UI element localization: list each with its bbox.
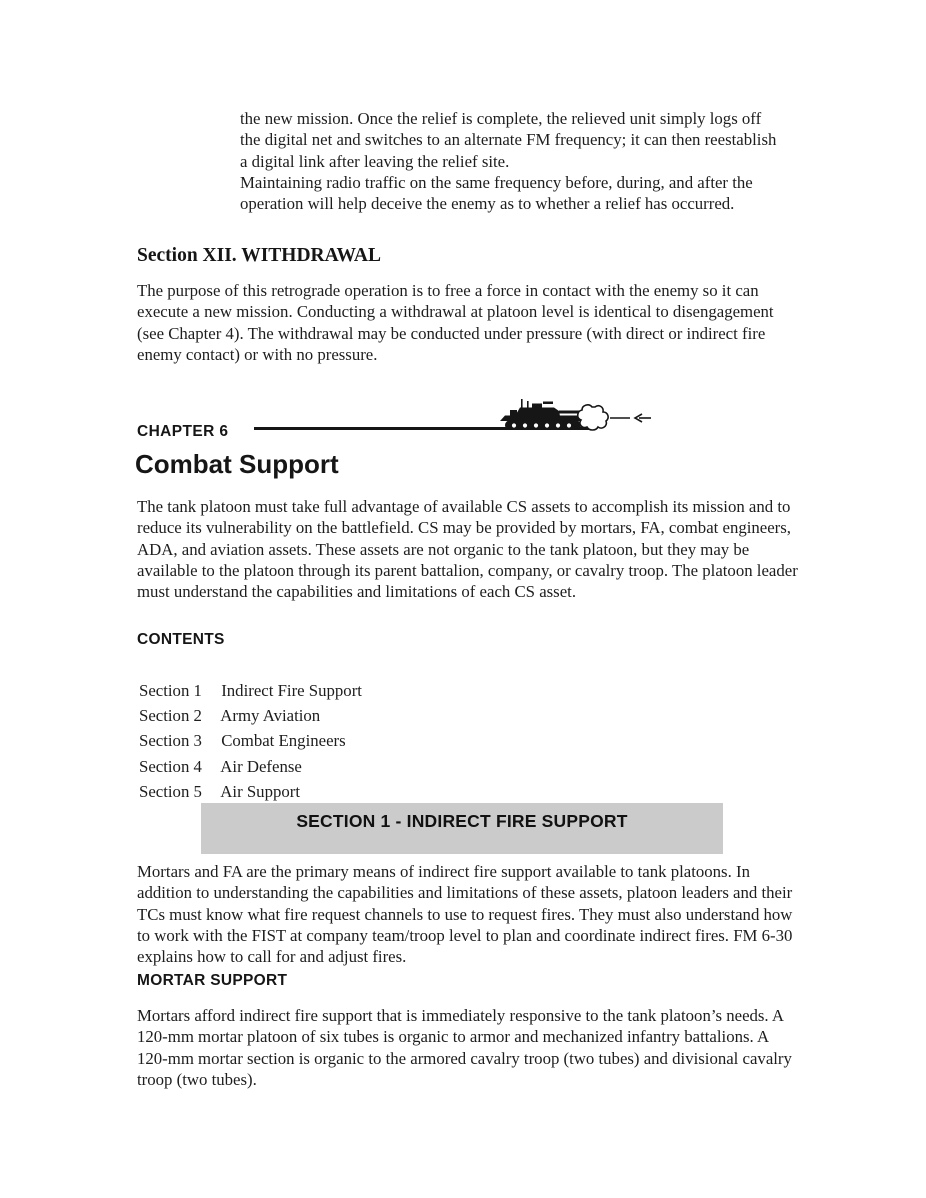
contents-item-title: Indirect Fire Support	[221, 681, 362, 700]
mortar-support-body: Mortars afford indirect fire support that is immediately responsive to the tank platoon’s needs. A 120-mm mortar platoon of six tubes is organic to armor and mechanized infantry battalions. A 120-mm mortar section is organic to the armored cavalry troop (two tubes) and divisional cavalry troop (two tubes).	[137, 1006, 792, 1089]
mortar-support-heading: MORTAR SUPPORT	[137, 972, 288, 989]
relief-continuation-block	[240, 108, 780, 214]
relief-continuation-paragraph-1: the new mission. Once the relief is complete, the relieved unit simply logs off the digital net and switches to an alternate FM frequency; it can then reestablish a digital link after leaving the relief site.	[240, 109, 777, 171]
section-1-intro: Mortars and FA are the primary means of indirect fire support available to tank platoons. In addition to understanding the capabilities and limitations of these assets, platoon leaders and their TCs must know what fire request channels to use to request fires. They must also understand how to work with the FIST at company team/troop level to plan and coordinate indirect fires. FM 6-30 explains how to call for and adjust fires.	[137, 862, 793, 967]
contents-item	[139, 728, 362, 753]
tank-firing-icon	[253, 398, 653, 438]
section-xii-heading: Section XII. WITHDRAWAL	[137, 245, 381, 266]
contents-heading: CONTENTS	[137, 631, 225, 648]
chapter-title: Combat Support	[135, 449, 339, 479]
contents-item	[139, 754, 362, 779]
contents-item-section: Section 3	[139, 731, 202, 751]
contents-item-section: Section 2	[139, 706, 202, 726]
contents-item	[139, 703, 362, 728]
chapter-intro: The tank platoon must take full advantage of available CS assets to accomplish its mission and to reduce its vulnerability on the battlefield. CS may be provided by mortars, FA, combat engineers, ADA, and aviation assets. These assets are not organic to the tank platoon, but they may be available to the platoon through its parent battalion, company, or cavalry troop. The platoon leader must understand the capabilities and limitations of each CS asset.	[137, 497, 798, 602]
contents-item-section: Section 5	[139, 781, 202, 801]
relief-continuation-paragraph-2: Maintaining radio traffic on the same frequency before, during, and after the operation will help deceive the enemy as to whether a relief has occurred.	[240, 172, 753, 214]
chapter-label: CHAPTER 6	[137, 423, 229, 440]
contents-list	[139, 678, 362, 804]
contents-item-title: Combat Engineers	[221, 731, 346, 751]
contents-item-section: Section 4	[139, 756, 202, 776]
section-1-banner: SECTION 1 - INDIRECT FIRE SUPPORT	[201, 803, 723, 854]
contents-item-title: Air Defense	[220, 756, 302, 776]
contents-item-title: Army Aviation	[220, 706, 321, 726]
muzzle-blast	[578, 405, 608, 430]
contents-item-section: Section 1	[139, 681, 202, 700]
section-xii-body: The purpose of this retrograde operation is to free a force in contact with the enemy so it can execute a new mission. Conducting a withdrawal at platoon level is identical to disengagement (see Chapter 4). The withdrawal may be conducted under pressure (with direct or indirect fire enemy contact) or with no pressure.	[137, 281, 774, 364]
contents-item	[139, 678, 362, 703]
contents-item	[139, 779, 362, 804]
contents-item-title: Air Support	[220, 781, 300, 801]
